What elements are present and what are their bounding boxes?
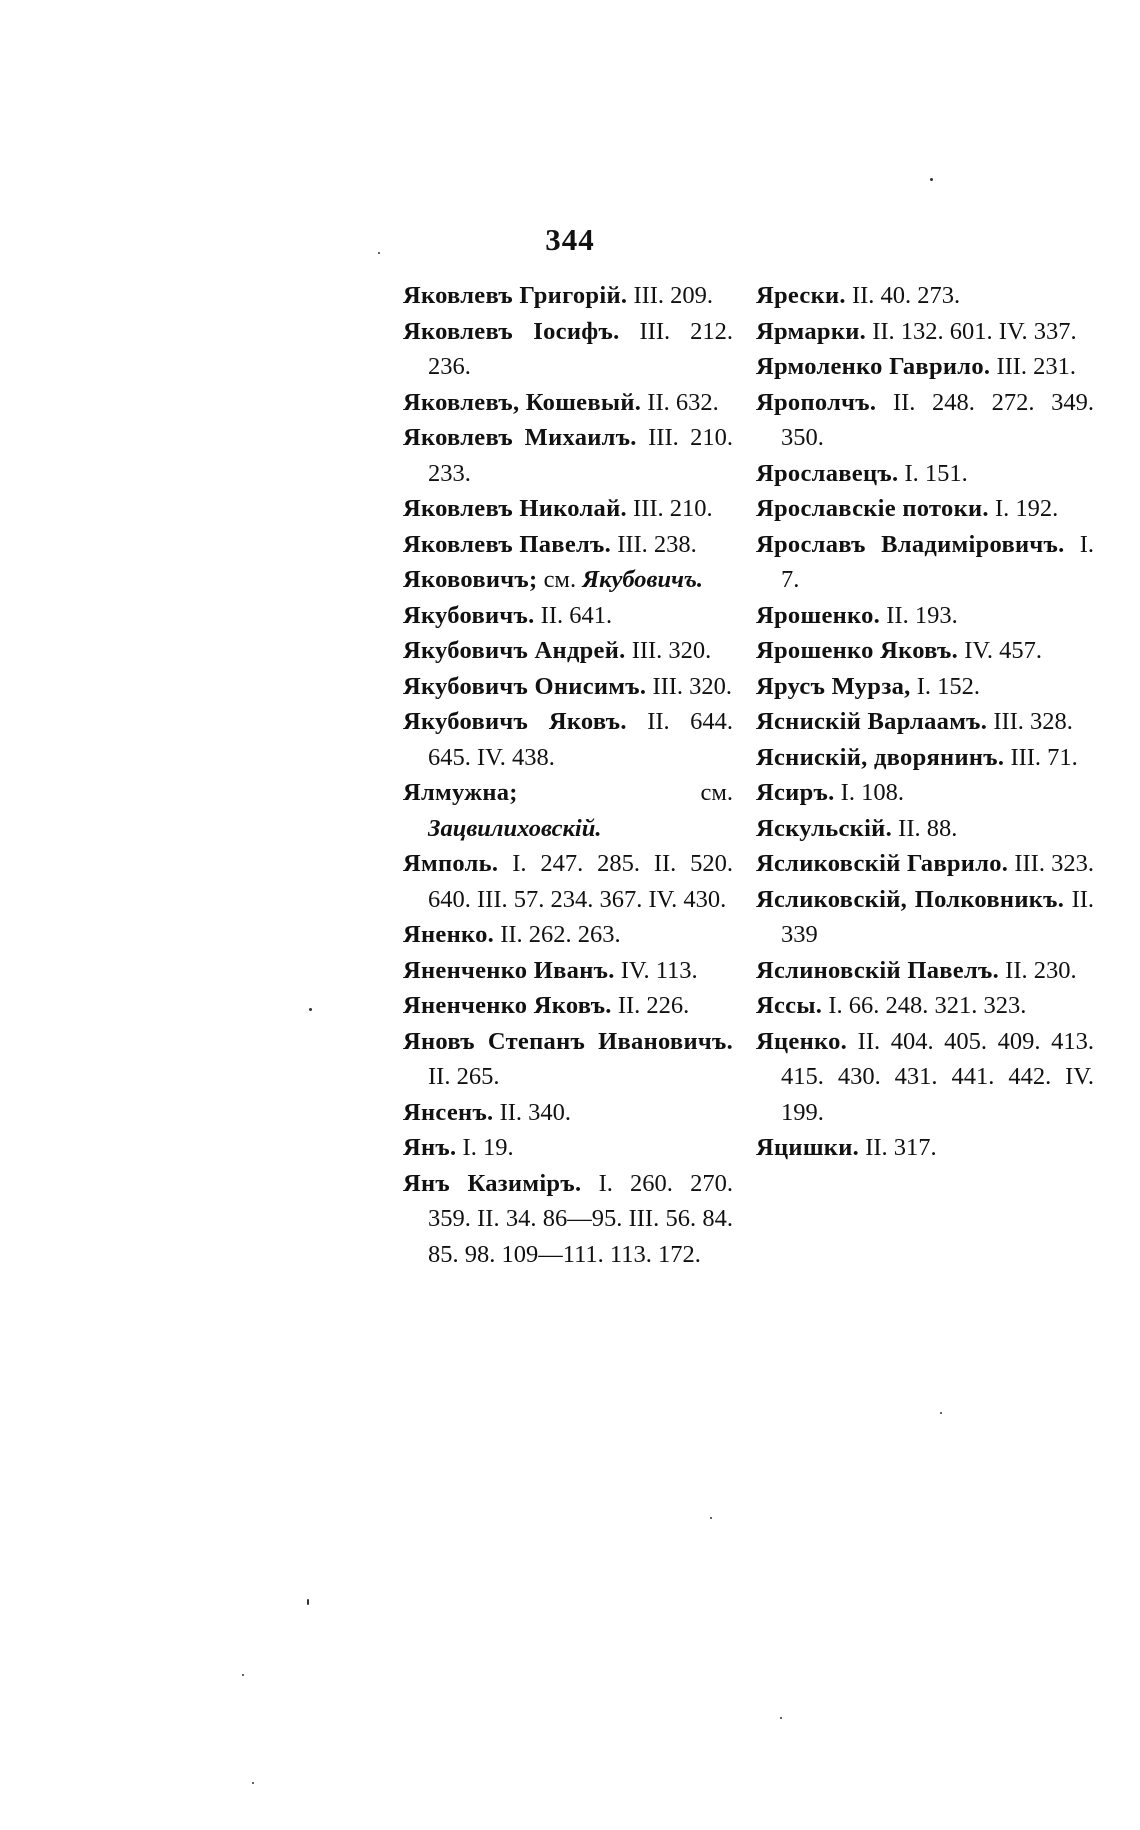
index-entry: Яцишки. II. 317. xyxy=(756,1134,937,1161)
index-entry: Ясликовскій, Полковникъ. II. 339 xyxy=(756,885,1095,948)
index-entry: Ярославскіе потоки. I. 192. xyxy=(756,495,1059,522)
scan-speck xyxy=(307,1599,309,1605)
index-entry: Ясликовскій Гаврило. III. 323. xyxy=(756,850,1094,877)
index-entry: Ярошенко Яковъ. IV. 457. xyxy=(756,637,1043,664)
index-entry: Яковлевъ Іосифъ. III. 212. 236. xyxy=(403,317,733,380)
right-column xyxy=(756,278,1094,1166)
index-entry: Яскульскій. II. 88. xyxy=(756,814,958,842)
index-entry: Якубовичъ. II. 641. xyxy=(403,601,613,629)
index-entry: Ярополчъ. II. 248. 272. 349. 350. xyxy=(756,388,1094,451)
index-entry: Ярославъ Владиміровичъ. I. 7. xyxy=(756,530,1094,593)
index-entry: Яковлевъ, Кошевый. II. 632. xyxy=(403,388,719,416)
index-entry: Яненко. II. 262. 263. xyxy=(403,921,621,948)
index-entry: Якубовичъ Яковъ. II. 644. 645. IV. 438. xyxy=(403,708,733,771)
see-reference: Зацвилиховскій. xyxy=(428,814,602,842)
index-entry: Ярмарки. II. 132. 601. IV. 337. xyxy=(756,317,1077,345)
index-entry: Яковлевъ Григорій. III. 209. xyxy=(403,282,714,309)
index-entry: Ярославецъ. I. 151. xyxy=(756,459,968,487)
index-entry: Якубовичъ Андрей. III. 320. xyxy=(403,637,712,664)
scan-speck xyxy=(309,1008,312,1011)
see-reference: Якубовичъ. xyxy=(582,566,703,593)
index-entry: Ярусъ Мурза, I. 152. xyxy=(756,672,980,700)
index-entry: Ялмужна; см. Зацвилиховскій. xyxy=(403,779,733,842)
scan-speck xyxy=(242,1674,244,1676)
index-entry: Якубовичъ Онисимъ. III. 320. xyxy=(403,672,733,700)
index-entry: Янсенъ. II. 340. xyxy=(403,1098,572,1126)
scan-speck xyxy=(378,252,380,254)
index-entry: Яснискій, дворянинъ. III. 71. xyxy=(756,743,1078,771)
index-entry: Яслиновскій Павелъ. II. 230. xyxy=(756,956,1077,984)
index-entry: Яновъ Степанъ Ивановичъ. II. 265. xyxy=(403,1027,733,1090)
scan-speck xyxy=(930,178,933,181)
index-entry: Ямполь. I. 247. 285. II. 520. 640. III. 57. 234. 367. IV. 430. xyxy=(403,850,733,913)
index-entry: Ярмоленко Гаврило. III. 231. xyxy=(756,353,1077,380)
page-number: 344 xyxy=(545,222,595,257)
scan-speck xyxy=(710,1517,712,1519)
index-entry: Яковлевъ Михаилъ. III. 210. 233. xyxy=(403,424,733,487)
index-entry: Яковлевъ Павелъ. III. 238. xyxy=(403,530,697,558)
index-entry: Янъ Казиміръ. I. 260. 270. 359. II. 34. 86—95. III. 56. 84. 85. 98. 109—111. 113. 172. xyxy=(403,1169,733,1268)
index-entry: Ясиръ. I. 108. xyxy=(756,779,904,806)
index-entry: Яненченко Яковъ. II. 226. xyxy=(403,992,690,1019)
index-entry: Ярошенко. II. 193. xyxy=(756,601,958,629)
index-entry: Яковлевъ Николай. III. 210. xyxy=(403,495,713,522)
index-entry: Яненченко Иванъ. IV. 113. xyxy=(403,956,698,984)
scan-speck xyxy=(940,1412,942,1414)
index-entry: Якововичъ; см. Якубовичъ. xyxy=(403,566,703,593)
index-entry: Яснискій Варлаамъ. III. 328. xyxy=(756,708,1073,735)
index-entry: Янъ. I. 19. xyxy=(403,1134,514,1161)
scan-speck xyxy=(780,1717,782,1719)
index-entry: Яценко. II. 404. 405. 409. 413. 415. 430. 431. 441. 442. IV. 199. xyxy=(756,1027,1094,1126)
left-column xyxy=(403,278,733,1272)
index-entry: Ярески. II. 40. 273. xyxy=(756,282,961,309)
index-entry: Яссы. I. 66. 248. 321. 323. xyxy=(756,992,1027,1019)
scan-speck xyxy=(252,1782,254,1784)
